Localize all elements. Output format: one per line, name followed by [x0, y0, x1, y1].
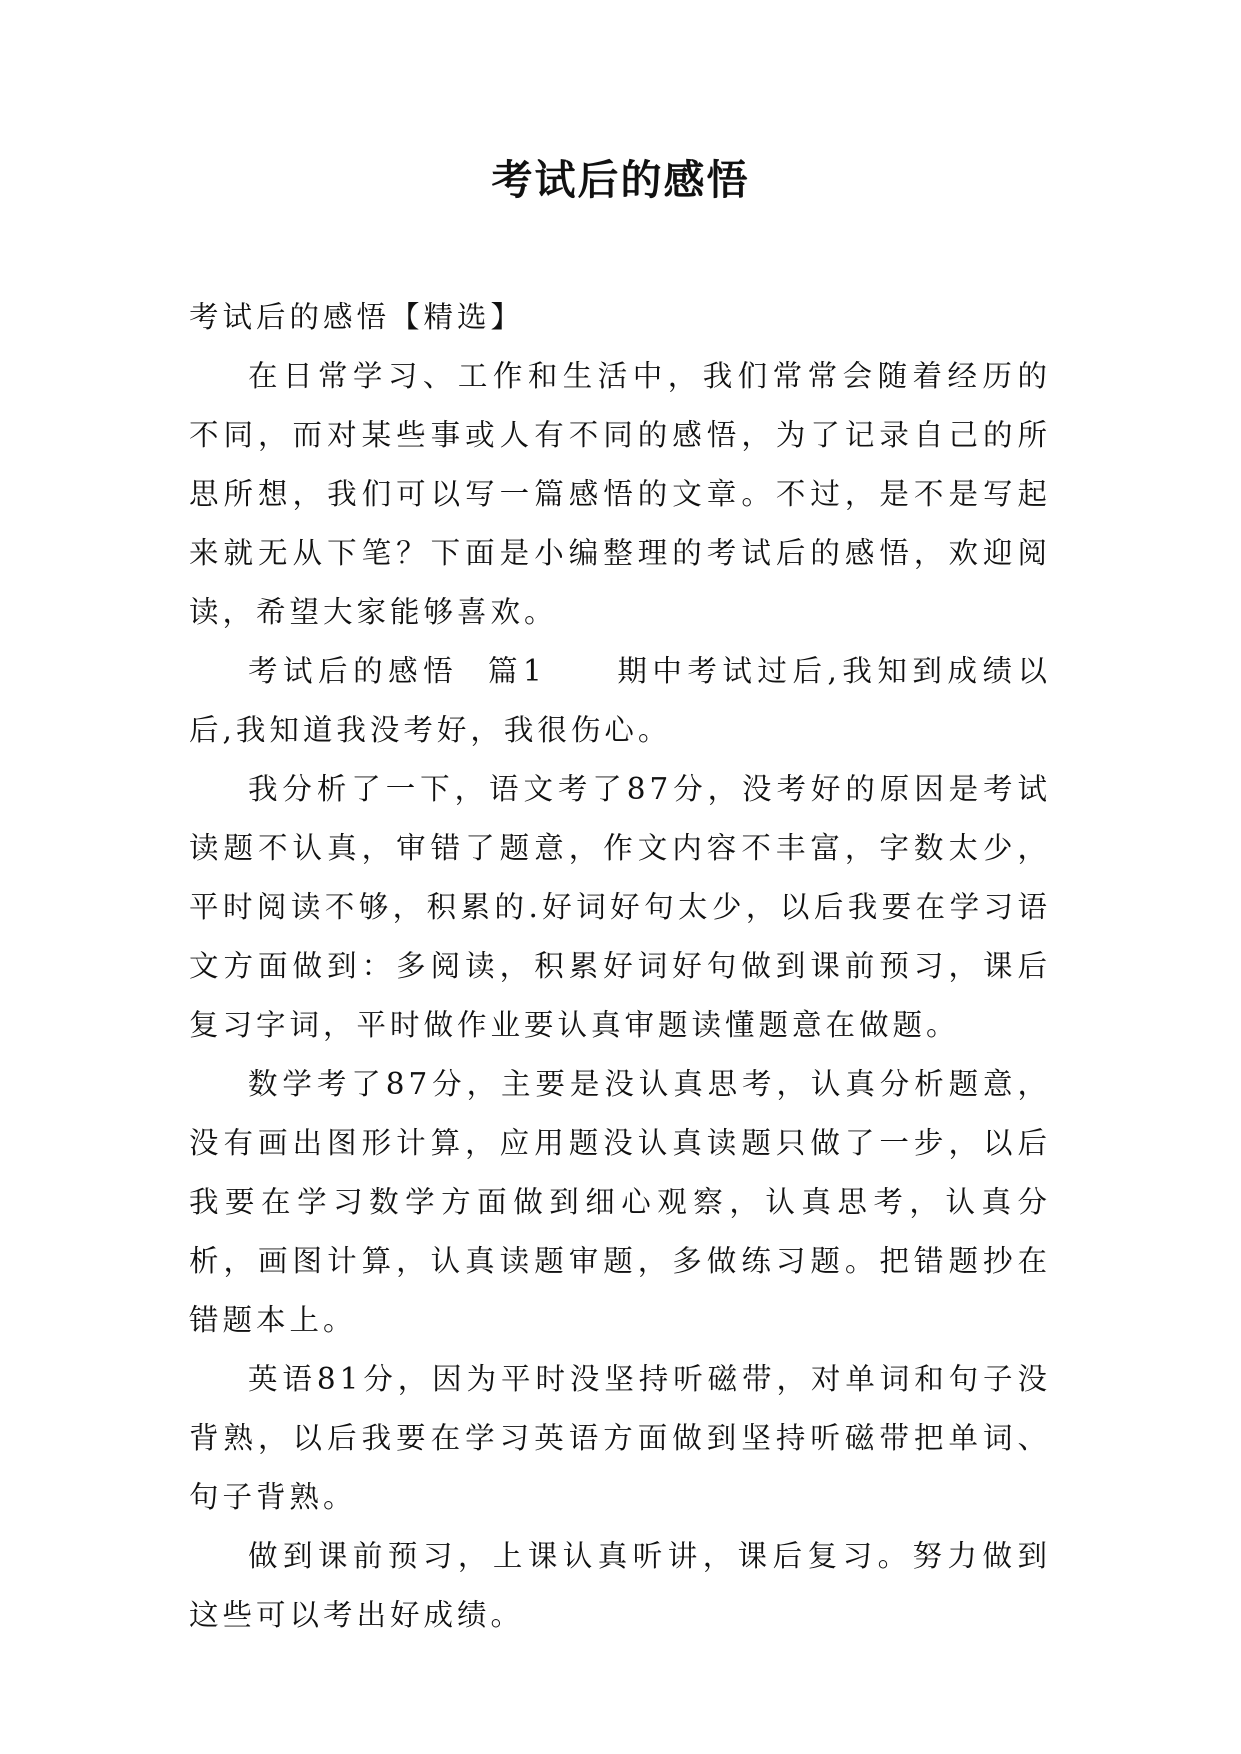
document-body: [189, 288, 1051, 1645]
paragraph-english: 英语81分，因为平时没坚持听磁带，对单词和句子没背熟，以后我要在学习英语方面做到坚持听磁带把单词、句子背熟。: [189, 1362, 1051, 1514]
document-title: 考试后的感悟: [491, 156, 750, 204]
paragraph-math: 数学考了87分，主要是没认真思考，认真分析题意，没有画出图形计算，应用题没认真读题只做了一步，以后我要在学习数学方面做到细心观察，认真思考，认真分析，画图计算，认真读题审题，多做练习题。把错题抄在错题本上。: [189, 1067, 1051, 1337]
paragraph-intro: 在日常学习、工作和生活中，我们常常会随着经历的不同，而对某些事或人有不同的感悟，为了记录自己的所思所想，我们可以写一篇感悟的文章。不过，是不是写起来就无从下笔？下面是小编整理的考试后的感悟，欢迎阅读，希望大家能够喜欢。: [189, 359, 1051, 629]
paragraph-heading-1: 考试后的感悟 篇1 期中考试过后,我知到成绩以后,我知道我没考好，我很伤心。: [189, 654, 1051, 747]
paragraph-conclusion: 做到课前预习，上课认真听讲，课后复习。努力做到这些可以考出好成绩。: [189, 1539, 1051, 1632]
paragraph-chinese: 我分析了一下，语文考了87分，没考好的原因是考试读题不认真，审错了题意，作文内容不丰富，字数太少，平时阅读不够，积累的.好词好句太少，以后我要在学习语文方面做到：多阅读，积累好词好句做到课前预习，课后复习字词，平时做作业要认真审题读懂题意在做题。: [189, 772, 1051, 1042]
document-subtitle: 考试后的感悟【精选】: [189, 300, 525, 334]
